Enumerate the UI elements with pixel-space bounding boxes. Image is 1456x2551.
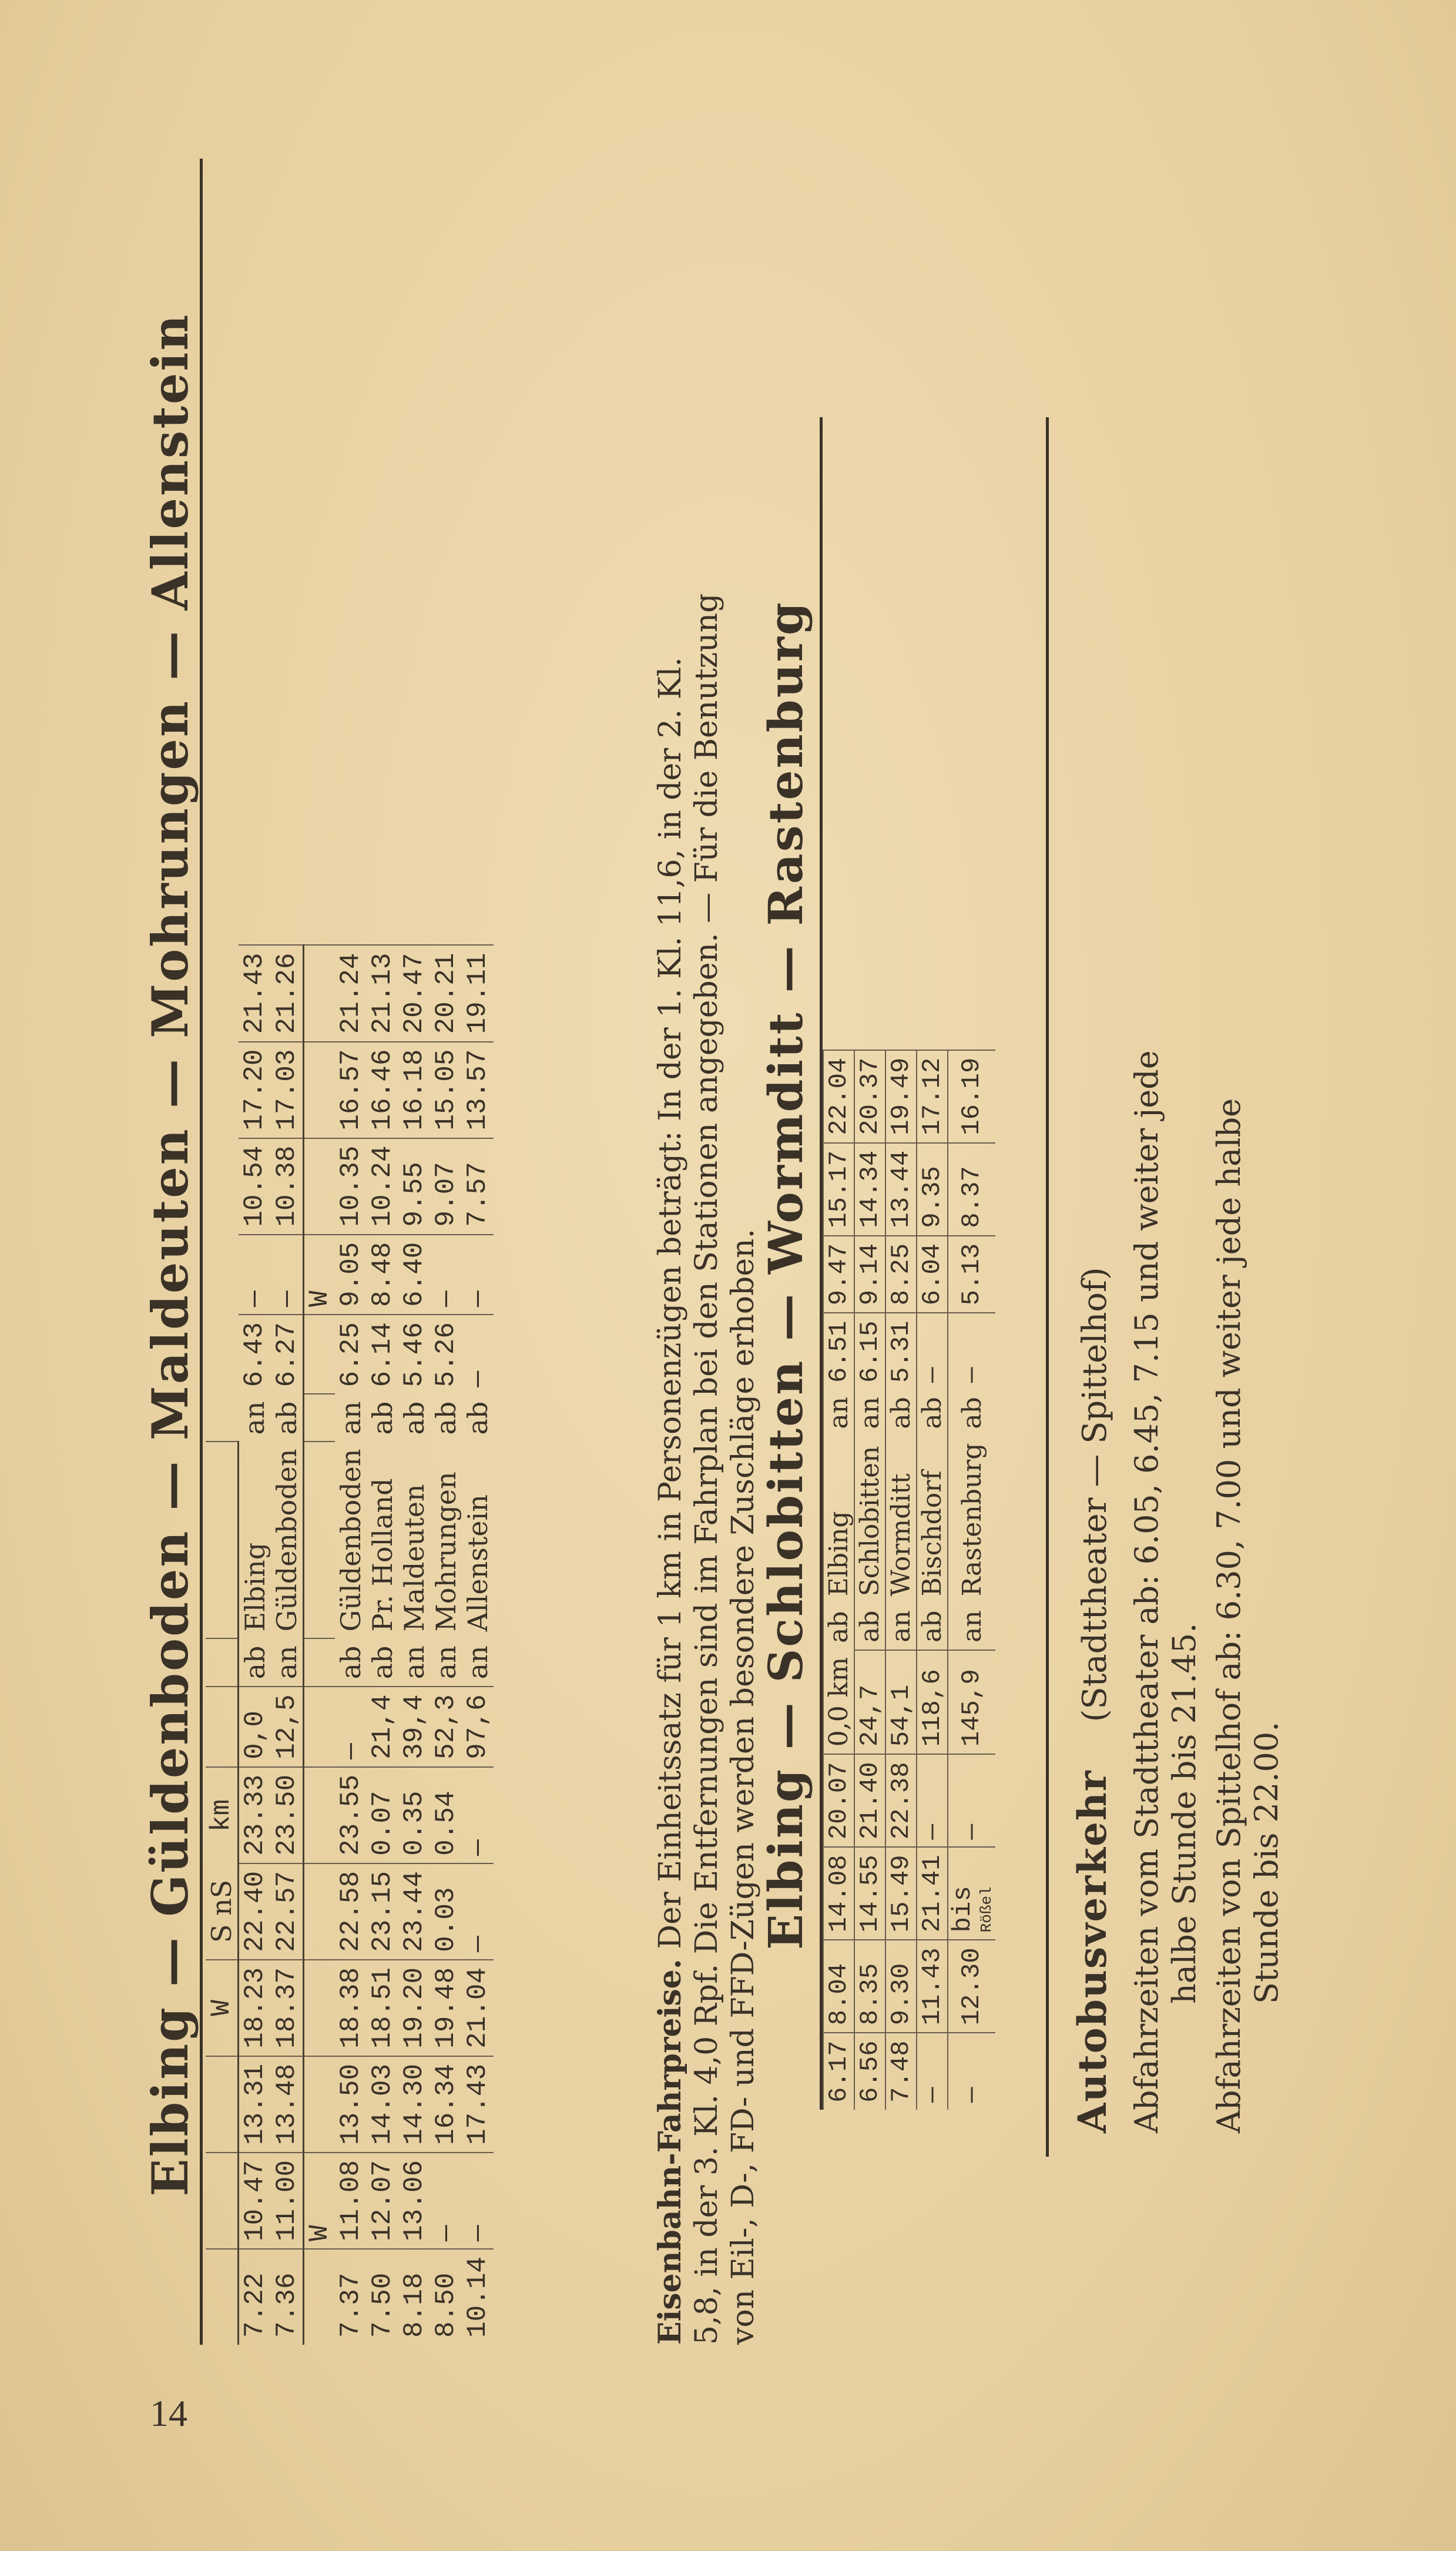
table-cell: 21.13	[367, 946, 398, 1042]
table-cell: 13.48	[271, 2056, 304, 2153]
table-cell: Schlobitten	[854, 1436, 885, 1604]
table-cell: an	[823, 1390, 854, 1436]
table-cell: 6.27	[271, 1315, 304, 1394]
table-cell: 10.35	[335, 1138, 367, 1235]
table-cell: 19.48	[430, 1960, 462, 2056]
table-cell: 6.56	[854, 2033, 885, 2110]
table-cell: an	[398, 1645, 430, 1680]
table-cell	[206, 2249, 239, 2345]
table-cell: 9.35	[917, 1143, 948, 1236]
table-cell: 21.41	[917, 1847, 948, 1940]
table-cell: 12.30	[948, 1940, 995, 2033]
table-cell: 13.31	[239, 2056, 271, 2153]
table-cell: —	[917, 1754, 948, 1847]
table-cell	[304, 1638, 336, 1687]
table-cell: 14.03	[367, 2056, 398, 2153]
table-cell: 5.46	[398, 1315, 430, 1394]
table-cell: 8.37	[948, 1143, 995, 1236]
table-cell: 21.40	[854, 1754, 885, 1847]
table-cell	[304, 1315, 336, 1394]
table-cell: 7.48	[885, 2033, 917, 2110]
table-cell: Wormditt	[885, 1436, 917, 1604]
table-cell: bis Rößel	[948, 1847, 995, 1940]
table-cell: W	[304, 2153, 336, 2249]
table-cell: km	[206, 1767, 239, 1863]
bus-heading	[1069, 1267, 1115, 2133]
table-cell: 20.21	[430, 946, 462, 1042]
table-row	[948, 1050, 995, 2110]
table-row	[917, 1050, 948, 2110]
table-cell: 11.08	[335, 2153, 367, 2249]
table-cell: 16.46	[367, 1042, 398, 1138]
table-cell	[304, 1042, 336, 1138]
table-cell: 6.14	[367, 1315, 398, 1394]
timetable-1-title: Elbing — Güldenboden — Maldeuten — Mohrungen — Allenstein	[141, 313, 199, 2197]
table-cell: 16.57	[335, 1042, 367, 1138]
table-cell: 16.34	[430, 2056, 462, 2153]
table-cell: 19.11	[462, 946, 494, 1042]
table-cell: —	[462, 1235, 494, 1315]
table-cell: 24,7	[854, 1650, 885, 1754]
table-cell: an	[271, 1645, 303, 1680]
table-cell: 5.13	[948, 1236, 995, 1313]
table-row	[885, 1050, 917, 2110]
table-cell: 10.47	[239, 2153, 271, 2249]
table-cell: 21,4	[367, 1687, 398, 1766]
table-cell: 16.18	[398, 1042, 430, 1138]
table-cell: 9.55	[398, 1138, 430, 1235]
table-cell	[206, 1687, 239, 1766]
notes-line-3: von Eil-, D-, FD- und FFD-Zügen werden besondere Zuschläge erhoben.	[726, 1228, 761, 2345]
table-cell: 15.17	[823, 1143, 854, 1236]
table-cell: ab	[917, 1390, 948, 1436]
table-cell: 18.38	[335, 1960, 367, 2056]
table-cell: 7.50	[367, 2249, 398, 2345]
table-cell: 10.24	[367, 1138, 398, 1235]
table-cell: 9.47	[823, 1236, 854, 1313]
table-cell: 0.54	[430, 1767, 462, 1863]
table-cell: 15.49	[885, 1847, 917, 1940]
table-cell: 8.48	[367, 1235, 398, 1315]
table-row	[206, 946, 239, 2345]
table-cell: W	[304, 1235, 336, 1315]
table-cell: 7.37	[335, 2249, 367, 2345]
table-cell: 17.12	[917, 1050, 948, 1143]
table-cell: 8.18	[398, 2249, 430, 2345]
table-cell: ab	[239, 1645, 271, 1680]
table-cell: ab	[430, 1401, 462, 1435]
table-cell: an	[239, 1401, 271, 1435]
table-cell: an	[854, 1390, 885, 1436]
top-rule	[200, 159, 203, 2345]
notes-line-2: 5,8, in der 3. Kl. 4,0 Rpf. Die Entfernungen sind im Fahrplan bei den Stationen angegeben. — Für die Benutzung	[689, 593, 724, 2345]
table-cell: 6.40	[398, 1235, 430, 1315]
table-cell: ab	[885, 1390, 917, 1436]
table-cell	[206, 1638, 239, 1687]
table-cell: 22.40	[239, 1863, 271, 1960]
table-cell: —	[948, 1313, 995, 1390]
table-cell: 23.15	[367, 1863, 398, 1960]
table-row	[271, 946, 304, 2345]
table-cell: ab	[398, 1401, 430, 1435]
table-cell: ab	[335, 1645, 367, 1680]
table-cell: —	[335, 1687, 367, 1766]
table-cell: —	[239, 1235, 271, 1315]
table-row	[823, 1050, 854, 2110]
table-cell: Güldenboden	[271, 1449, 303, 1632]
table-cell: 0.35	[398, 1767, 430, 1863]
table-cell	[304, 1138, 336, 1235]
table-cell: 13.57	[462, 1042, 494, 1138]
table-cell: 39,4	[398, 1687, 430, 1766]
table-cell: 10.14	[462, 2249, 494, 2345]
table-cell	[206, 2056, 239, 2153]
table-cell: Bischdorf	[917, 1436, 948, 1604]
table-cell: 20.07	[823, 1754, 854, 1847]
bus-subtitle: (Stadttheater — Spittelhof)	[1076, 1267, 1114, 1722]
table-cell: 9.14	[854, 1236, 885, 1313]
table-cell: ab	[271, 1401, 303, 1435]
table-row	[854, 1050, 885, 2110]
notes-line-1: Der Einheitssatz für 1 km in Personenzügen beträgt: In der 1. Kl. 11,6, in der 2. Kl.	[653, 657, 688, 1959]
table-cell: Elbing	[239, 1542, 271, 1632]
table-cell: 17.03	[271, 1042, 304, 1138]
table-cell: 21.43	[239, 946, 271, 1042]
w-mark-row	[304, 946, 336, 2345]
table-cell: 14.30	[398, 2056, 430, 2153]
table-row	[335, 946, 367, 2345]
table-cell: 16.19	[948, 1050, 995, 1143]
table-cell: —	[948, 2033, 995, 2110]
table-cell: 145,9	[948, 1650, 995, 1754]
table-cell: ab	[367, 1645, 398, 1680]
table-cell: 22.04	[823, 1050, 854, 1143]
table-cell: 6.17	[823, 2033, 854, 2110]
table-cell: 23.33	[239, 1767, 271, 1863]
table-cell: 7.22	[239, 2249, 271, 2345]
table-cell: 12.07	[367, 2153, 398, 2249]
table-cell: 97,6	[462, 1687, 494, 1766]
table-cell: 15.05	[430, 1042, 462, 1138]
table-cell: 13.50	[335, 2056, 367, 2153]
table-cell: Maldeuten	[398, 1484, 430, 1632]
table-cell: —	[948, 1754, 995, 1847]
table-cell: 22.57	[271, 1863, 304, 1960]
table-cell: 17.43	[462, 2056, 494, 2153]
table-cell: an	[948, 1603, 995, 1650]
table-cell: 17.20	[239, 1042, 271, 1138]
table-cell: 14.08	[823, 1847, 854, 1940]
table-cell: 118,6	[917, 1650, 948, 1754]
table-cell	[304, 1960, 336, 2056]
table-cell: an	[335, 1401, 367, 1435]
table-cell: 9.30	[885, 1940, 917, 2033]
page-number: 14	[150, 2392, 187, 2434]
table-cell: 22.38	[885, 1754, 917, 1847]
table-cell	[304, 1442, 336, 1639]
table-cell: 12,5	[271, 1687, 304, 1766]
table-cell: Mohrungen	[430, 1471, 462, 1632]
table-cell: 23.44	[398, 1863, 430, 1960]
table-cell: 0,0	[239, 1687, 271, 1766]
small-note: Rößel	[978, 1886, 995, 1933]
table-row	[367, 946, 398, 2345]
table-cell	[304, 1394, 336, 1442]
table-cell: —	[462, 2153, 494, 2249]
table-cell: —	[462, 1315, 494, 1394]
table-cell: 52,3	[430, 1687, 462, 1766]
table-cell: 23.55	[335, 1767, 367, 1863]
table-cell: —	[917, 2033, 948, 2110]
bus-line-2: halbe Stunde bis 21.45.	[1166, 1623, 1203, 2004]
table-cell: 18.51	[367, 1960, 398, 2056]
table-cell: 21.26	[271, 946, 304, 1042]
table-cell: 13.06	[398, 2153, 430, 2249]
table-cell: 9.05	[335, 1235, 367, 1315]
table-cell	[304, 2056, 336, 2153]
table-cell	[206, 1442, 239, 1639]
table-cell: 6.43	[239, 1315, 271, 1394]
bus-line-4: Stunde bis 22.00.	[1248, 1721, 1285, 2004]
table-row	[398, 946, 430, 2345]
table-cell	[304, 1767, 336, 1863]
table-cell	[304, 1863, 336, 1960]
table-cell: 20.37	[854, 1050, 885, 1143]
table-cell: 10.54	[239, 1138, 271, 1235]
table-cell: 18.37	[271, 1960, 304, 2056]
table-cell: S nS	[206, 1863, 239, 1960]
table-cell: W	[206, 1960, 239, 2056]
table-cell: 0,0 km	[823, 1650, 854, 1754]
table-cell	[206, 2153, 239, 2249]
table-cell: ab	[462, 1401, 494, 1435]
table-cell: 7.57	[462, 1138, 494, 1235]
table-cell: 6.25	[335, 1315, 367, 1394]
table-cell: 19.49	[885, 1050, 917, 1143]
table-cell: ab	[917, 1603, 948, 1650]
table-row	[462, 946, 494, 2345]
table-cell: —	[462, 1863, 494, 1960]
table-cell: 6.51	[823, 1313, 854, 1390]
fare-notes	[652, 170, 761, 2345]
table-cell: 21.24	[335, 946, 367, 1042]
timetable-2-title: Elbing — Schlobitten — Wormditt — Rastenburg	[758, 601, 813, 1950]
table-cell: 13.44	[885, 1143, 917, 1236]
table-cell: 8.50	[430, 2249, 462, 2345]
table-cell: 8.25	[885, 1236, 917, 1313]
table-row	[239, 946, 271, 2345]
table-cell: —	[917, 1313, 948, 1390]
table-cell	[304, 1687, 336, 1766]
table-cell: 6.04	[917, 1236, 948, 1313]
table-cell: 21.04	[462, 1960, 494, 2056]
table-cell: an	[430, 1645, 462, 1680]
table-cell: Allenstein	[462, 1494, 494, 1632]
table-cell: 8.35	[854, 1940, 885, 2033]
table-cell: —	[271, 1235, 304, 1315]
table-cell: —	[462, 1767, 494, 1863]
table-cell: 14.55	[854, 1847, 885, 1940]
table-cell: 18.23	[239, 1960, 271, 2056]
table-cell: 54,1	[885, 1650, 917, 1754]
timetable-1	[206, 945, 494, 2345]
table-cell: 10.38	[271, 1138, 304, 1235]
bus-line-3: Abfahrzeiten von Spittelhof ab: 6.30, 7.00 und weiter jede halbe	[1210, 1098, 1247, 2133]
table-cell	[304, 946, 336, 1042]
table-cell: 22.58	[335, 1863, 367, 1960]
timetable-2	[823, 1050, 995, 2110]
table-cell: Elbing	[823, 1436, 854, 1604]
table-row	[430, 946, 462, 2345]
table-cell: Rastenburg	[948, 1436, 995, 1604]
table-cell: ab	[367, 1401, 398, 1435]
table-cell: ab	[854, 1603, 885, 1650]
bus-line-1: Abfahrzeiten vom Stadttheater ab: 6.05, 6.45, 7.15 und weiter jede	[1128, 1050, 1165, 2133]
table-cell: ab	[948, 1390, 995, 1436]
table-cell: 5.31	[885, 1313, 917, 1390]
bus-rule	[1046, 417, 1049, 2157]
table-cell: 11.43	[917, 1940, 948, 2033]
table-cell: 7.36	[271, 2249, 304, 2345]
table-cell	[304, 2249, 336, 2345]
table-cell: 0.07	[367, 1767, 398, 1863]
table-cell: Pr. Holland	[367, 1478, 398, 1632]
table-cell: 23.50	[271, 1767, 304, 1863]
table-cell: an	[462, 1645, 494, 1680]
table-cell: ab	[823, 1603, 854, 1650]
table-cell: —	[430, 2153, 462, 2249]
table-cell: 11.00	[271, 2153, 304, 2249]
table-cell: 5.26	[430, 1315, 462, 1394]
table-cell: 0.03	[430, 1863, 462, 1960]
table-cell: 19.20	[398, 1960, 430, 2056]
rotated-page-content	[106, 118, 1369, 2392]
table-cell: 9.07	[430, 1138, 462, 1235]
table-cell: Güldenboden	[335, 1449, 367, 1632]
table-cell: 20.47	[398, 946, 430, 1042]
table-cell: 8.04	[823, 1940, 854, 2033]
notes-heading: Eisenbahn-Fahrpreise.	[652, 1959, 688, 2345]
bus-title: Autobusverkehr	[1069, 1769, 1115, 2133]
table-cell: 14.34	[854, 1143, 885, 1236]
table-cell: an	[885, 1603, 917, 1650]
table-cell: —	[430, 1235, 462, 1315]
table-cell: 6.15	[854, 1313, 885, 1390]
